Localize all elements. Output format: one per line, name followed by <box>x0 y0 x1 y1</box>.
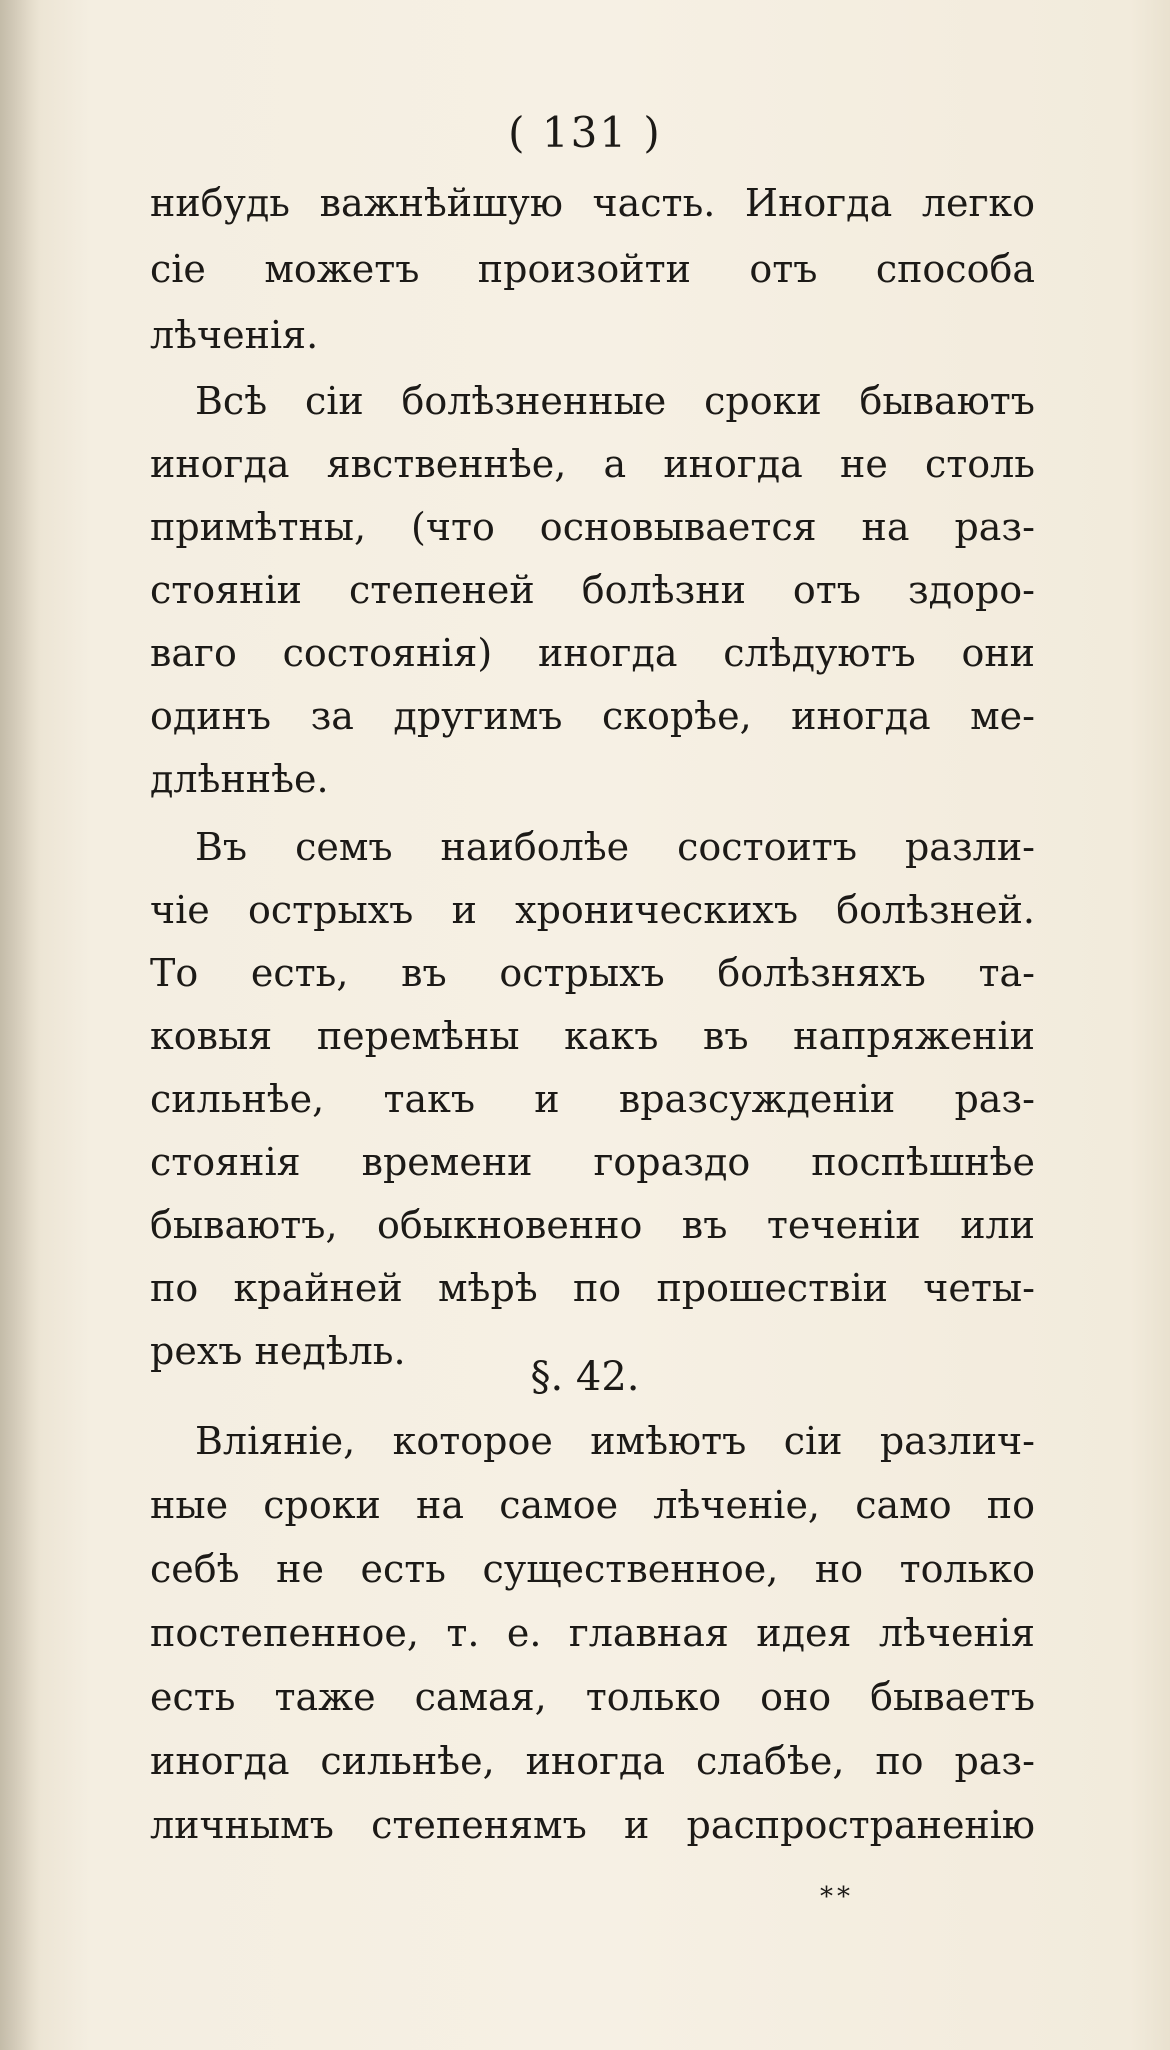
text-line: чіе острыхъ и хроническихъ болѣзней. <box>150 888 1035 932</box>
text-line: бываютъ, обыкновенно въ теченіи или <box>150 1203 1035 1247</box>
text-line: сильнѣе, такъ и вразсужденіи раз- <box>150 1077 1035 1121</box>
text-line: То есть, въ острыхъ болѣзняхъ та- <box>150 951 1035 995</box>
text-line: ковыя перемѣны какъ въ напряженіи <box>150 1014 1035 1058</box>
text-line: по крайней мѣрѣ по прошествіи четы- <box>150 1266 1035 1310</box>
text-line: постепенное, т. е. главная идея лѣченія <box>150 1611 1035 1655</box>
text-line: сіе можетъ произойти отъ способа <box>150 247 1035 291</box>
paragraph-start-line: Въ семъ наиболѣе состоитъ разли- <box>195 825 1035 869</box>
text-line: иногда явственнѣе, а иногда не столь <box>150 442 1035 486</box>
text-line: личнымъ степенямъ и распространенію <box>150 1803 1035 1847</box>
section-heading: §. 42. <box>530 1354 640 1400</box>
paragraph-start-line: Всѣ сіи болѣзненные сроки бываютъ <box>195 379 1035 423</box>
text-line: примѣтны, (что основывается на раз- <box>150 505 1035 549</box>
text-line: одинъ за другимъ скорѣе, иногда ме- <box>150 694 1035 738</box>
signature-mark: ** <box>820 1882 854 1912</box>
text-line: иногда сильнѣе, иногда слабѣе, по раз- <box>150 1739 1035 1783</box>
text-line: стояніи степеней болѣзни отъ здоро- <box>150 568 1035 612</box>
text-line: есть таже самая, только оно бываетъ <box>150 1675 1035 1719</box>
spine-shadow <box>0 0 40 2050</box>
text-line: ные сроки на самое лѣченіе, само по <box>150 1483 1035 1527</box>
text-line: себѣ не есть существенное, но только <box>150 1547 1035 1591</box>
text-line: лѣченія. <box>150 313 319 357</box>
paragraph-start-line: Вліяніе, которое имѣютъ сіи различ- <box>195 1419 1035 1463</box>
text-line: стоянія времени гораздо поспѣшнѣе <box>150 1140 1035 1184</box>
page-number: ( 131 ) <box>508 108 662 157</box>
text-line: длѣннѣе. <box>150 757 329 801</box>
text-line: ваго состоянія) иногда слѣдуютъ они <box>150 631 1035 675</box>
text-line: нибудь важнѣйшую часть. Иногда легко <box>150 181 1035 225</box>
text-line: рехъ недѣль. <box>150 1329 406 1373</box>
